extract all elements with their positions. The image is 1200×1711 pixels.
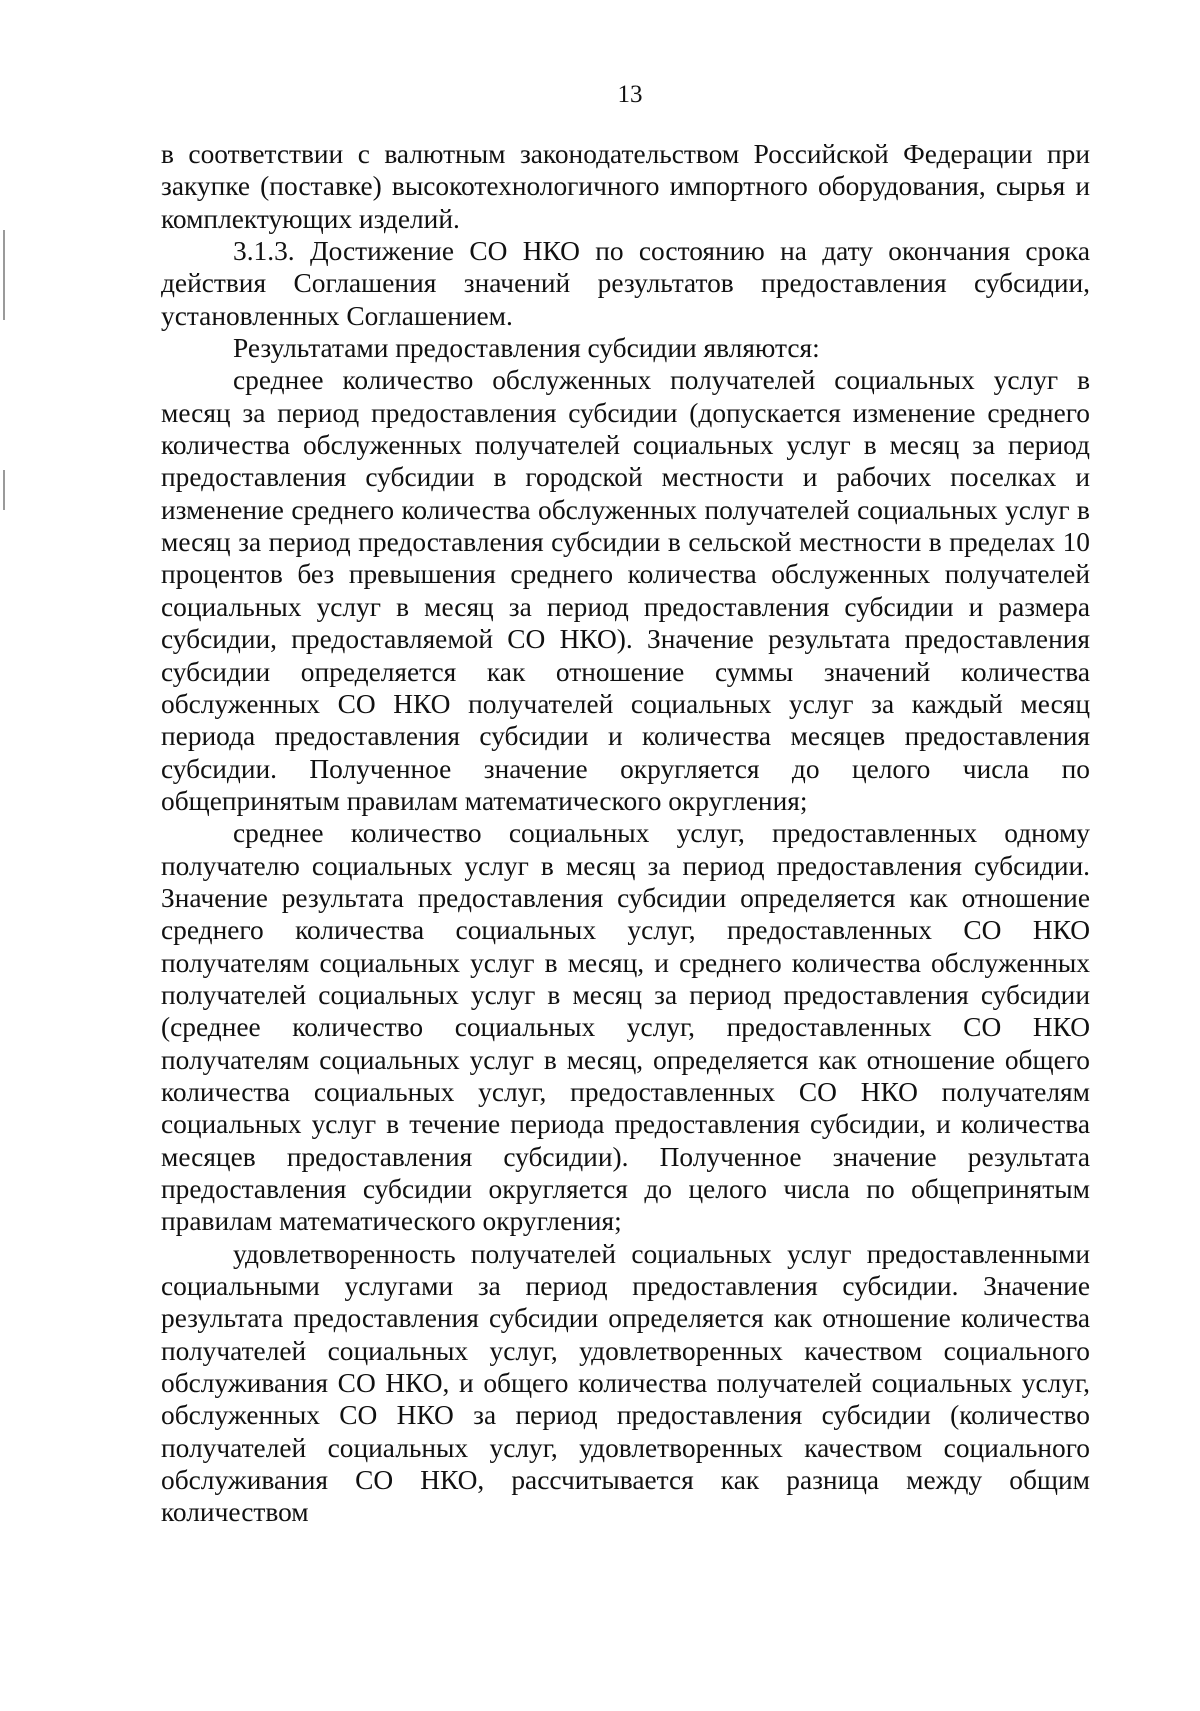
scan-edge-mark (3, 470, 5, 510)
document-body (161, 138, 1090, 1529)
page-number: 13 (617, 81, 643, 108)
paragraph-results-intro: Результатами предоставления субсидии являются: (233, 333, 820, 364)
paragraph-result-average-services: среднее количество социальных услуг, предоставленных одному получателю социальных услуг в месяц за период предоставления субсидии. Значение результата предоставления субсидии определяется как отношение среднего количества социальных услуг, предоставленных СО НКО получателям социальных услуг в месяц, и среднего количества обслуженных получателей социальных услуг в месяц за период предоставления субсидии (среднее количество социальных услуг, предоставленных СО НКО получателям социальных услуг в месяц, определяется как отношение общего количества социальных услуг, предоставленных СО НКО получателям социальных услуг в течение периода предоставления субсидии, и количества месяцев предоставления субсидии). Полученное значение результата предоставления субсидии округляется до целого числа по общепринятым правилам математического округления; (161, 818, 1090, 1237)
paragraph-result-satisfaction: удовлетворенность получателей социальных услуг предоставленными социальными услугами за период предоставления субсидии. Значение результата предоставления субсидии определяется как отношение количества получателей социальных услуг, удовлетворенных качеством социального обслуживания СО НКО, и общего количества получателей социальных услуг, обслуженных СО НКО за период предоставления субсидии (количество получателей социальных услуг, удовлетворенных качеством социального обслуживания СО НКО, рассчитывается как разница между общим количеством (161, 1238, 1090, 1528)
paragraph-result-average-recipients: среднее количество обслуженных получателей социальных услуг в месяц за период предоставления субсидии (допускается изменение среднего количества обслуженных получателей социальных услуг в месяц за период предоставления субсидии в городской местности и рабочих поселках и изменение среднего количества обслуженных получателей социальных услуг в месяц за период предоставления субсидии в сельской местности в пределах 10 процентов без превышения среднего количества обслуженных получателей социальных услуг в месяц за период предоставления субсидии и размера субсидии, предоставляемой СО НКО). Значение результата предоставления субсидии определяется как отношение суммы значений количества обслуженных СО НКО получателей социальных услуг за каждый месяц периода предоставления субсидии и количества месяцев предоставления субсидии. Полученное значение округляется до целого числа по общепринятым правилам математического округления; (161, 365, 1090, 816)
paragraph-continuation: в соответствии с валютным законодательством Российской Федерации при закупке (поставке) высокотехнологичного импортного оборудования, сырья и комплектующих изделий. (161, 139, 1090, 234)
paragraph-clause-3-1-3: 3.1.3. Достижение СО НКО по состоянию на дату окончания срока действия Соглашения значений результатов предоставления субсидии, установленных Соглашением. (161, 236, 1090, 331)
scan-edge-mark (3, 230, 5, 320)
